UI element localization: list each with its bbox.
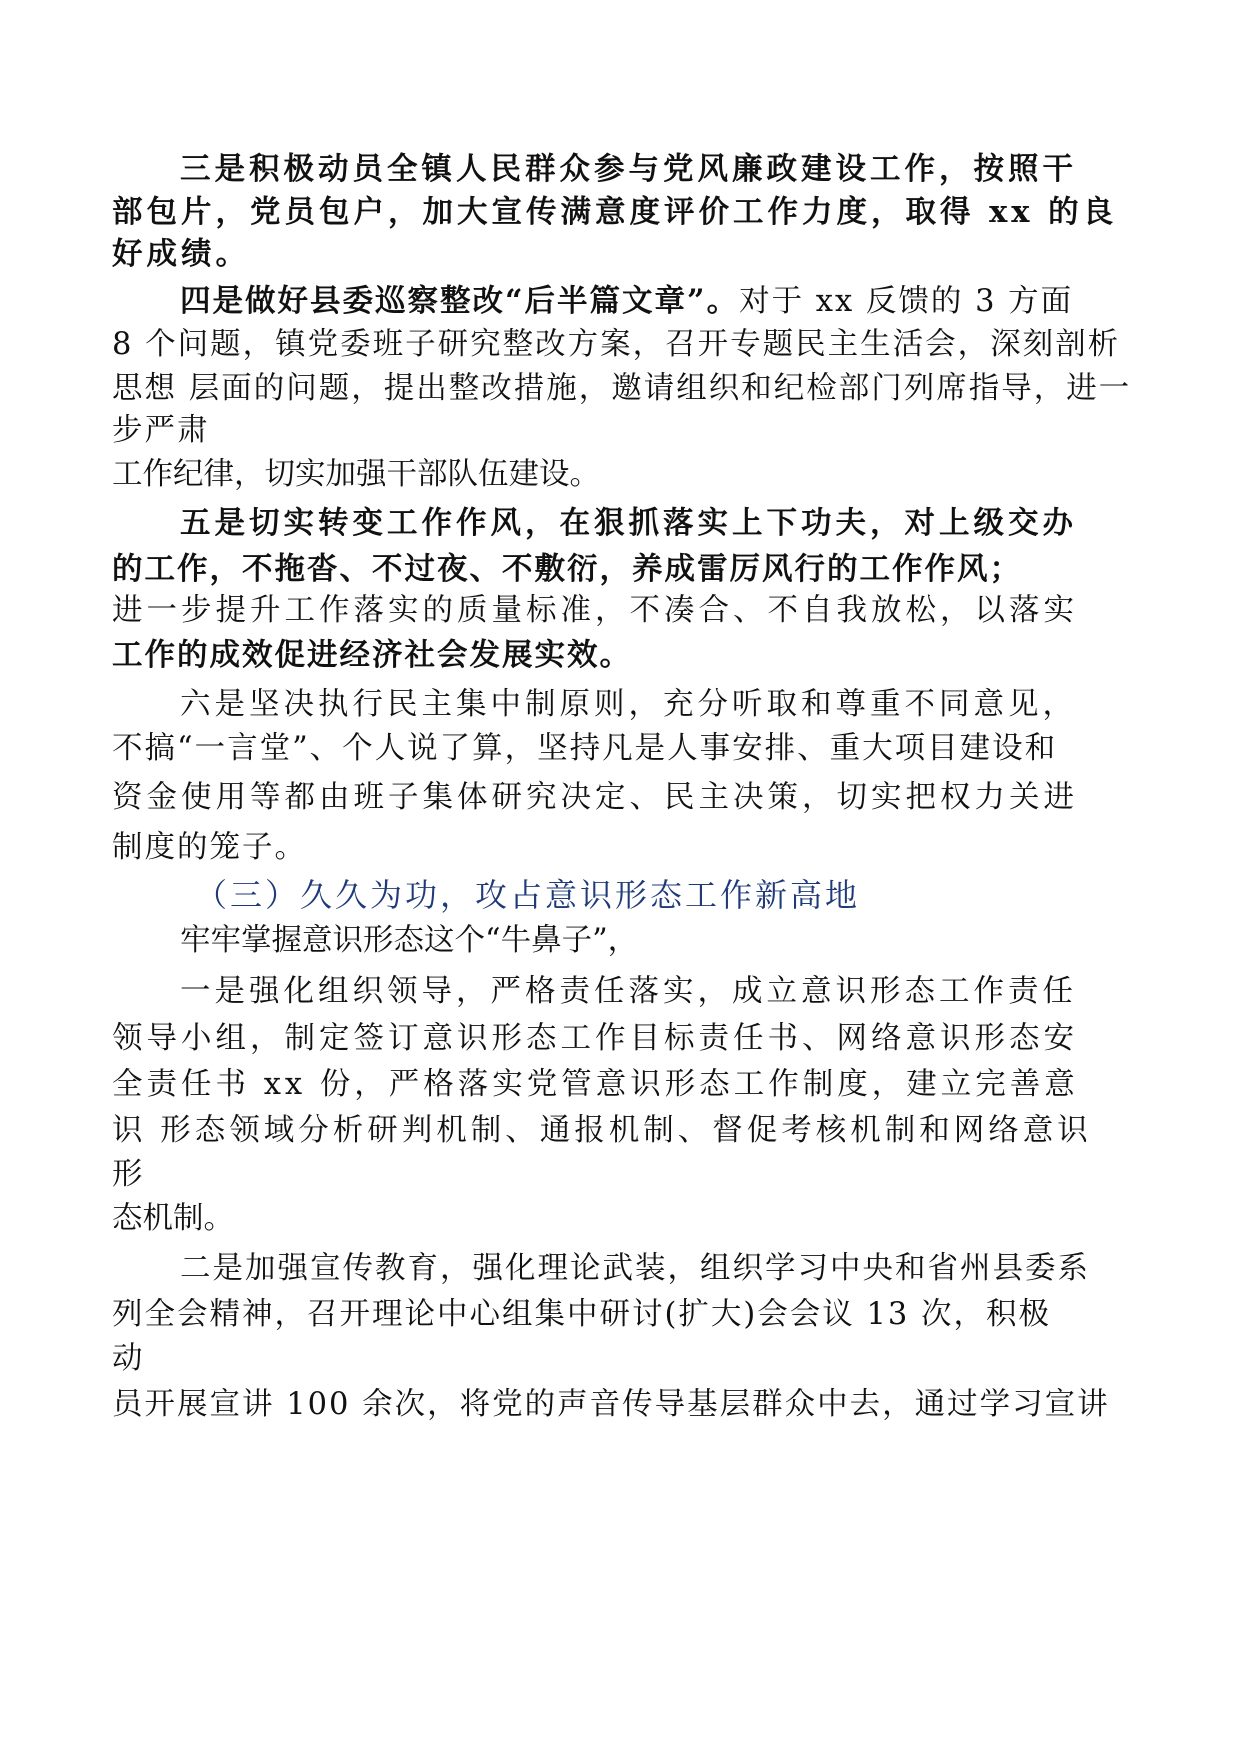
paragraph-line: 好成绩。 bbox=[112, 236, 250, 272]
paragraph-line: 资金使用等都由班子集体研究决定、民主决策，切实把权力关进 bbox=[112, 780, 1078, 815]
paragraph-line: 识 形态领域分析研判机制、通报机制、督促考核机制和网络意识 bbox=[112, 1113, 1092, 1148]
paragraph-line: 部包片，党员包户，加大宣传满意度评价工作力度，取得 xx 的良 bbox=[112, 194, 1118, 230]
paragraph-line: 不搞“一言堂”、个人说了算，坚持凡是人事安排、重大项目建设和 bbox=[112, 731, 1058, 766]
paragraph-line: 全责任书 xx 份，严格落实党管意识形态工作制度，建立完善意 bbox=[112, 1067, 1079, 1102]
paragraph-line: 工作的成效促进经济社会发展实效。 bbox=[112, 637, 632, 673]
paragraph-line: 工作纪律，切实加强干部队伍建设。 bbox=[112, 457, 600, 492]
paragraph-line: 进一步提升工作落实的质量标准，不凑合、不自我放松，以落实 bbox=[112, 593, 1078, 628]
paragraph-line bbox=[180, 281, 1210, 321]
paragraph-line: 三是积极动员全镇人民群众参与党风廉政建设工作，按照干 bbox=[180, 151, 1077, 187]
paragraph-line: 制度的笼子。 bbox=[112, 830, 307, 865]
paragraph-line: 列全会精神，召开理论中心组集中研讨(扩大)会会议 13 次，积极 bbox=[112, 1297, 1051, 1332]
paragraph-line: 一是强化组织领导，严格责任落实，成立意识形态工作责任 bbox=[180, 974, 1077, 1009]
paragraph-lead: 四是做好县委巡察整改“后半篇文章”。 bbox=[180, 283, 740, 319]
paragraph-line: 二是加强宣传教育，强化理论武装，组织学习中央和省州县委系 bbox=[180, 1251, 1090, 1286]
paragraph-line: 员开展宣讲 100 余次，将党的声音传导基层群众中去，通过学习宣讲 bbox=[112, 1387, 1110, 1422]
paragraph-line: 的工作，不拖沓、不过夜、不敷衍，养成雷厉风行的工作作风； bbox=[112, 551, 1022, 587]
paragraph-line: 领导小组，制定签订意识形态工作目标责任书、网络意识形态安 bbox=[112, 1021, 1078, 1056]
paragraph-text: 对于 xx 反馈的 3 方面 bbox=[739, 284, 1074, 319]
paragraph-line: 思想 层面的问题，提出整改措施，邀请组织和纪检部门列席指导，进一 bbox=[112, 371, 1132, 406]
paragraph-line: 动 bbox=[112, 1341, 143, 1376]
section-heading: （三）久久为功，攻占意识形态工作新高地 bbox=[195, 876, 861, 914]
paragraph-line: 8 个问题，镇党委班子研究整改方案，召开专题民主生活会，深刻剖析 bbox=[112, 327, 1121, 362]
paragraph-line: 形 bbox=[112, 1157, 143, 1192]
paragraph-line: 五是切实转变工作作风，在狠抓落实上下功夫，对上级交办 bbox=[180, 505, 1077, 541]
paragraph-line: 牢牢掌握意识形态这个“牛鼻子”， bbox=[180, 923, 639, 958]
paragraph-line: 步严肃 bbox=[112, 413, 210, 448]
paragraph-line: 态机制。 bbox=[112, 1201, 234, 1236]
paragraph-line: 六是坚决执行民主集中制原则，充分听取和尊重不同意见， bbox=[180, 687, 1077, 722]
